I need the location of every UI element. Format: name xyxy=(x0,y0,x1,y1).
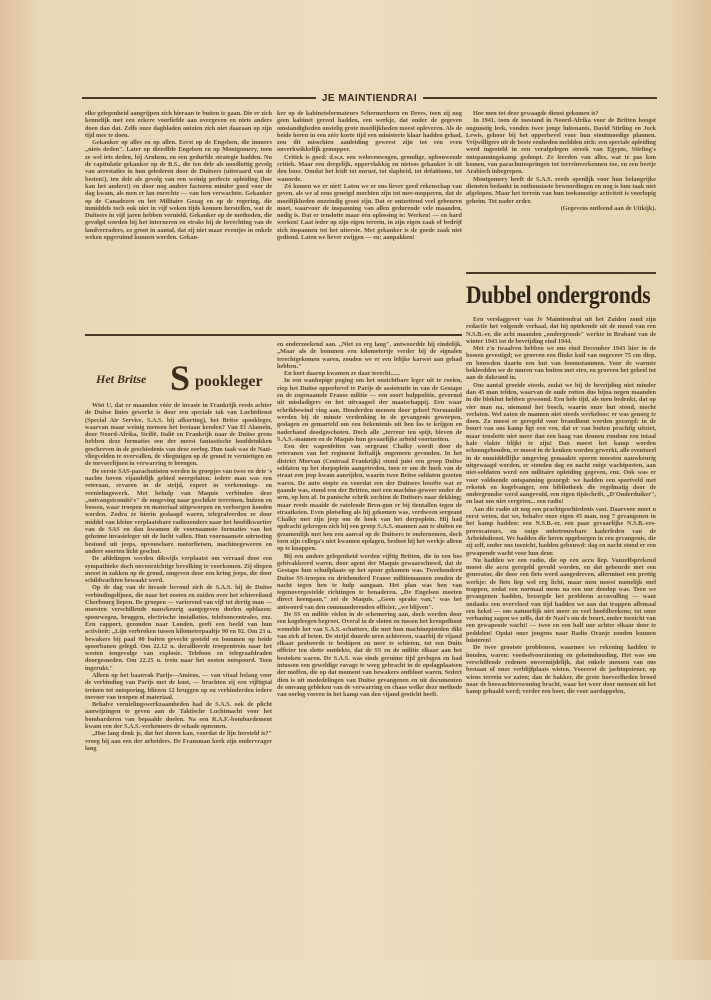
paragraph: Alleen op het baanvak Parijs—Amiens, — van vitaal belang voor de verbinding van Parijs met de kust, — brachten zij een vijftigtal treinen tot ontsporing, bliezen 12 bruggen op en verhinderden iedere toevoer van troepen of materiaal. xyxy=(85,671,272,701)
paragraph: De afdelingen werden dikwijls verplaatst om verraad door een sympathieke doch onvoorzichtige bevolking te voorkomen. Zij sliepen meest in zakken op de grond, omgeven door een kring jeeps, die door schildwachten bewaakt werd. xyxy=(85,555,272,585)
page-bottom-edge xyxy=(0,960,711,1000)
sas-origin-notice xyxy=(466,110,656,268)
paragraph: De eerste SAS-parachutisten werden in groepjes van twee en drie 's nachts boven vijandelijk gebied neergelaten: iedere man was een veteraan, ervaren in de strijd, expert in verkennings- en vernielingswerk. Met behulp van Maquis verbinden deze „ontvangstcomité's" de omgeving naar geschikte terreinen, huizen en bossen, waar troepen en materiaal uitgeworpen en verborgen konden worden. Zodra ze hierin geslaagd waren, telegrafeerden ze door middel van kleine verplaatsbare radiozenders naar het hoofdkwartier van de SAS en dan kwamen de voornaamste formaties van het geheime invasieleger uit de lucht vallen. Hun voornaamste uitrusting bestond uit jeeps, opvouwbare motorfietsen, machinegeweren en andere soorten licht geschut. xyxy=(85,467,272,555)
paragraph: Hoe men tot deze gewaagde dienst gekomen is? xyxy=(473,110,599,117)
paragraph: Montgomery heeft de S.A.S. reeds openlijk voor hun belangrijke diensten bedankt in enthousiaste bewoordingen en nog is hun taak niet afgelopen. Maar het terrein van hun toekomstige activiteit is voorlopig geheim. Tot nader order. xyxy=(466,175,656,205)
paragraph: Critiek is goed: d.w.z. een welovenwogen, grondige, opbouwende critiek. Maar een dergelijk, oppervlakkig en nietsos gekanker is uit den boze. Omdat het leidt tot onrust, tot slapheid, tot defaitisme, tot wanorde. xyxy=(277,153,462,183)
paragraph: Zó komen we er niet! Laten we er ons liever goed rekenschap van geven, als we al eens geneigd mochten zijn tot mee-mopperen, dat de moeilijkheden onzeindig groot zijn. Dat er ontzettend veel gebeuren moet, waarvoor de inspanning van allen gedurende vele maanden, nodig is. Dat er tenslotte maar één oplossing is: Werken! — en hard werken! Laat ieder op zijn eigen terrein, in zijn eigen zaak of bedrijf zich inspannen tot het uiterste. Met gekanker is de goede zaak niet gediend. Laten we liever zwijgen — en: aanpakken! xyxy=(277,182,462,242)
paragraph: Ons aantal groeide steeds, zodat we bij de bevrijding niet minder dan 45 man telden, waarvan de oude rotten dus bijna negen maanden in die blokhut hebben gewoond. Een hele tijd, als men bedenkt, dat op vier man na, niemand het bosch, waarin onze hut stond, mocht verlaten. Wel zaten de mannen niet steeds werkeloos: er was genoeg te doen. Zo moest er geregeld voor brandhout worden gezorgd: in de buurt van ons kamp ligt een ven, dat er van buiten prachtig uitziet, maar tenslotte niet meer dan een haag van dennen rondom een totaal kale vlakte blijkt te zijn! Dan moest het kamp worden schoongehouden, er moest in de keuken worden gewerkt, alle eventueel in de onmiddellijke omgeving gemaakte sporen moesten nauwkeurig uitgewaagd worden, er stonden dag en nacht enige wachtposten, aan niet-soldaten werd een militaire opleiding gegeven, enz. Ook was er voor voldoende ontspanning gezorgd: we hadden een sportveld met rekstok en kogelvanger, een bibliotheek die regelmatig door de ondergrondse werd aangevuld, een eigen tijdschrift, „D'Onderduiker", en laat ons niet vergeten... een radio! xyxy=(466,381,656,506)
paragraph: In 1941, toen de toestand in Noord-Afrika voor de Britten hoogst ongunstig leek, vonden twee jonge luitenants, David Stirling en Jock Lewis, gehoor bij het opperbevel voor hun stoutmoedige plannen. Vrijwilligers uit de beste eenheden meldden zich: een speciale opleiding werd ingesteld in een verafgelegen streek van Egypte, Stirling's ontspanningskamp gedoopt. Ze leerden van alles, wat te pas kon komen, van parachutespringen tot terreinverkennen toe, en een beetje Arabisch inbegrepen. xyxy=(466,117,656,176)
paragraph: De SS en militie vielen in de schemering aan, doch werden door een kogelregen begroet. Overal in de sloten en tussen het kreupelhout wemelde het van S.A.S.-schutters, die met hun machinepistolen dikt van zich af beten. De strijd duurde uren achtereen, waarbij de vijand elkaar probeerde te beshipen en neer te schieten, tot een Duits officier ten slotte ontdekte, dat de SS en de militie elkaar aan het bestoken waren. De S.A.S. was sinds geruime tijd gevlogen en had intussen een geweldige ravage te weeg gebracht in de opslagplaatsen der moffen, die op dat moment van bewakers ontbloot waren. Sedert dien is uit mededelingen van Duitse gevangenen en uit documenten de omvang gebleken van de verwarring en chaos welke deze methode van oorlog voeren in het kamp van den vijand gesticht heeft. xyxy=(277,610,462,699)
paragraph: en onderzoekend aan. „Niet zo erg lang", antwoordde hij eindelijk. „Maar als de bommen een kilometertje verder bij de signalen terechtgekomen waren, zouden we er een lelijke karwei aan gehad hebben." xyxy=(277,341,462,370)
paragraph: En kort daarop kwamen ze daar terecht...... xyxy=(284,370,400,378)
paragraph: Bij een andere gelegenheid werden vijftig Britten, die in een bos gebivakkeerd waren, door agent der Maquis gewaarschuwd, dat de Gestapo hun schuilplaats op het spoor gekomen was. Tweehonderd Duitse SS-troepen en driehonderd Franse militiemannen zouden de nacht tegen hen te hulp aangaan. Het plan was hen van tegenovergestelde richtingen te benaderen. „De Engelsen moeten direct heengaan," zei de Maquis. „Geen sprake van," was het antwoord van den commanderenden officier, „we blijven". xyxy=(277,552,462,611)
spookleger-col2 xyxy=(277,341,462,946)
spookleger-col1 xyxy=(85,402,272,954)
paragraph: In een wanhopige poging om het onzichtbare leger uit te roeien, riep het Duitse opperbevel te Parijs de assistentie in van de Gestapo en de zogenaamde Franse militie — een soort hulppolitie, gevormd uit misdadigers en het uitvaagsel der maatschappij. Een waar schrikbewind ving aan. Honderden mensen door geheel Normandië werden bij de minste verdenking in de gevangenis geworpen, geslagen en gemarteld om een bekentenis uit hen los te krijgen en naderhand doodgeschoten. Doch alle „terreur ten spijt, bleven de S.A.S.-mannen en de Maquis hun gevaarlijke arbeid voortzetten. xyxy=(277,377,462,443)
paragraph: Met z'n twaalven hebben we ons eind December 1943 hier in de bossen gevestigd; we groeven een flinke kuil van ongeveer 75 cm diep, en bouwden daarin een hut van boomstammen. Voor de warmte bekleedden we de muren van buiten met stro, en groeven het geheel tot aan de dakrand in. xyxy=(466,345,656,382)
section-divider xyxy=(85,334,462,336)
paragraph: Behalve vernielingswerkzaamheden had de S.A.S. ook de plicht aanwijzingen te geven aan de Taktische Luchtmacht voor het bombarderen van bepaalde doelen. Na een R.A.F.-bombardement kwam een der S.A.S.-verkenners de schade opnemen. xyxy=(85,701,272,731)
headline-main: pookleger xyxy=(195,373,263,390)
masthead xyxy=(82,90,657,106)
top-article-col2 xyxy=(277,110,462,332)
headline-initial: S xyxy=(170,358,191,398)
paragraph: Gekanker op alles en op allen. Eerst op de Engelsen, die immers „niets deden". Later op diezelfde Engelsen en op Montgomery, toen ze wel iets deden, bij Arnhem, en een gedurfde strategie hadden. Nu de capitulatie gekanker op de B.S., die ten dele als noodlottig gevolg van arrestaties in hun gelederen door de Duitsers (uiteraard van de besten!), ten dele als gevolg van een weinig perfecte opleiding (hoe kan het anders!) en door nog andere factoren minder goed voor de dag kwam, als men er lan enrechte — van hen verwachtte. Gekanker op de Canadezen en het Militaire Gezag en op de regering, die inmiddels toch ook niet in vijf weken tijds konnen herstellen, wat de Duitsers in vijf jaren hebben vernield. Gekanker op de methoden, die gevolgd worden bij het interneren en straks bij de berechting van de landverraders, zo groot in aantal, dat zij niet maar eventjes in enkele weken opgeruimd kunnen worden. Gekan- xyxy=(85,139,272,242)
paragraph: Nu hadden we een radio, die op een accu liep. Vanzelfsprekend moest die accu geregeld gevuld worden, en dat gebeurde met een generator, die door een fiets werd aangedreven, allerminst een prettig werkje: de fiets liep wel erg licht, maar men moest namelijk snel trappen, zodat een normaal mens na een uur doodop was. Toen we gevangenen hadden, bezorgde het probleem accuvulling — want ondanks een overvloed van tijd hadden we aan dat trappen allemaal een hekel — ons natuurlijk niet meer zo veel hoofdbrekens; tot onze verbazing zagen we zelfs, dat de Nazi's om de beurt, onder toezicht van een gewapende wacht! — twee en een half uur achter elkaar door te peddelen! Opdat onze jongens naar Radio Oranje zouden kunnen luisteren! xyxy=(466,556,656,645)
paragraph: „Hoe lang denk je, dat het duren kan, voordat de lijn hersteld is?" vroeg hij aan een der arbeiders. De Fransman keek zijn ondervrager lang xyxy=(85,730,272,752)
paragraph: Een der wapenfeiten van sergeant Chalky wordt door de veteranen van het regiment lieftalijk ongemeen gevonden. In het district Morvan (Centraal Frankrijk) stond juist een groep Duitse soldaten op het dorpsplein aangetreden, toen er om de hoek van de straat een jeep kwam aanrijden, waarin twee Britse soldaten gezeten waren. De auto stopte en voordat een der Duitsers besefte wat er gaande was, stond een der Britten, met een machine-geweer onder de arm, op hen af. In panische schrik zochten de Duitsers naar dekking; maar reeds maaide de ratelende Bren-gun er bij tientallen tegen de straatkeien. Even plotseling als hij gekomen was, verdween sergeant Chalky met zijn jeep om de hoek van het dorpsplein. Hij had opdracht gekregen zich bij een groep S.A.S.-mannen aan te sluiten en gezamenlijk met hen een aanval op de Duitsers te ondernemen, doch toen zijn collega's niet kwamen opdagen, besloot hij het werkje alleen op te knappen. xyxy=(277,443,462,553)
paragraph: Op de dag van de invasie bevond zich de S.A.S. bij de Duitse verbindingslijnen, die naar het oosten en zuiden over het schiereiland Cherbourg liepen. De groepen — varierend van vijf tot dertig man — moesten verschillende nauwkeurig aangegeven doelen opblazen: spoorwegen, bruggen, electrische installaties, telefooncentrales, enz. Een rapport, gezonden naar Londen, geeft een beeld van hun activiteit: „Lijn verbroken tussen kilometerpaaltje 90 en 92. Om 23 u. bewakers bij paal 90 buiten gevecht gesteld en bommen op beide spoorbanen gelegd. Om 22.12 u. derailleerde troepentrein naar het westen tengevolge van explosie. Telefoon en telegraafdraden doorgesneden. Om 22.25 u. trein naar het oosten ontspoord. Toen ingerukt." xyxy=(85,584,272,672)
top-article-col1 xyxy=(85,110,272,332)
dubbel-ondergronds-body xyxy=(466,316,656,956)
dubbel-ondergronds-headline: Dubbel ondergronds xyxy=(466,282,651,309)
paragraph: ker op de kabinetsformateurs Schermerhorn en Drees, toen zij nog geen kabinet gereed hadden, een werkje, dat onder de gegeven omstandigheden onstelig grote moeilijkheden moest opleveren. Als de beide heren in een zéér korte tijd een ministerie klaar hadden gehad, zou dit misschien aanleiding geweest zijn tot een even onverkwikkelijk gemopper. xyxy=(277,110,462,154)
masthead-rule-left xyxy=(82,97,316,99)
masthead-rule-right xyxy=(423,97,657,99)
paragraph: elke gelegenheid aangrijpen zich hieraan te buiten te gaan. Die er zich kennelijk met een zekere voorliefde aan overgeven en niets anders doen dan dat. Zelfs onze dagbladen ontzien zich niet daaraan op zijn tijd mee te doen. xyxy=(85,110,272,139)
paragraph: Een verslaggever van Je Maintiendrai uit het Zuiden zond zijn redactie het volgende verhaal, dat hij optekende uit de mond van een N.S.B.-er, die acht maanden „ondergronds" werkte in Brabant van de winter 1943 tot de bevrijding eind 1944. xyxy=(466,316,656,345)
paragraph: De twee grootste problemen, waarmee we rekening hadden te houden, waren: voedselvoorziening en geheimhouding. Het was om verschillende redenen onvermijdelijk, dat enkele mensen van ons bestaan of onze verblijfplaats wisten. Voorerst de jachtopziener, op wiens terrein we zaten; dan de bakker, die grote hoeveelheden brood naar de boswachterswoning bracht, waar het weer door mensen uit het kamp gehaald werd; verder een boer, die voor aardappelen, xyxy=(466,644,656,696)
paragraph: Wist U, dat er maanden vóór de invasie in Frankrijk reeds achter de Duitse linies gewerkt is door een speciale tak van Luchtdienst (Special Air Service, S.A.S. bij afkorting), het Britse spookleger, waarvan maar weinig mensen het bestaan kenden? Van El Alamein, door Noord-Afrika, Sicilië, Italië en Frankrijk naar de Duitse grens hebben deze formaties een der meest fantastische hoofdstukken geschreven in de geschiedenis van deze oorlog. Hun taak was de Nazi-vliegvelden te overvallen, de vliegtuigen op de grond te vernietigen en de toevoerlijnen in verwarring te brengen. xyxy=(85,402,272,468)
paragraph: Aan die radio zit nog een prachtgeschiedenis vast. Daarvoor moet u eerst weten, dat we, behalve onze eigen 45 man, nog 7 gevangenen in het kamp hadden: een N.S.B.-er, een paar gevaarlijke N.S.B.-ers-provocateurs, en enige onbetrouwbare kaderleden van de Arbeidsdienst. We hadden die heren opgeborgen in een gevangenis, die zij zelf, onder ons toezicht, hadden gebouwd: dag en nacht stond er een gewapende wacht voor hun deur. xyxy=(466,505,656,557)
source-credit: (Gegevens ontleend aan de Uitkijk). xyxy=(560,204,656,212)
spookleger-headline xyxy=(88,360,274,400)
newspaper-title: JE MAINTIENDRAI xyxy=(321,92,418,104)
headline-kicker: Het Britse xyxy=(96,372,147,386)
section-divider xyxy=(466,272,656,274)
